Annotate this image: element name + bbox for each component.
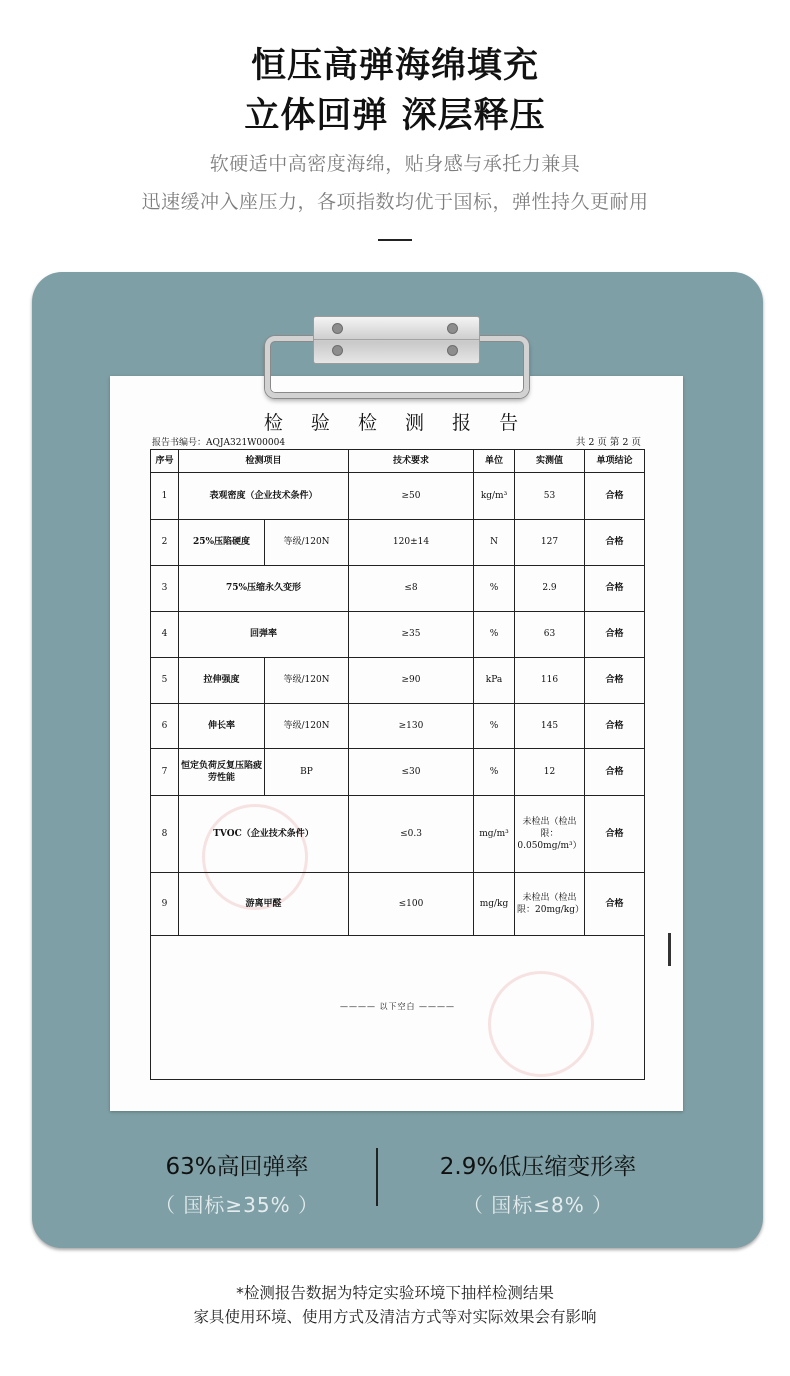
- subtitle-line-2: 迅速缓冲入座压力，各项指数均优于国标，弹性持久更耐用: [141, 191, 649, 213]
- result: 合格: [585, 612, 645, 658]
- test-item: 表观密度（企业技术条件）: [179, 473, 349, 520]
- table-row: [151, 873, 645, 936]
- stat-rebound-standard: （ 国标≥35% ）: [155, 1193, 319, 1217]
- measured-value: 12: [515, 749, 585, 796]
- requirement: ≤0.3: [349, 796, 474, 873]
- test-item-grade: 等级/120N: [265, 704, 349, 749]
- unit: mg/m³: [474, 796, 515, 873]
- paper-edge-mark: [668, 933, 671, 966]
- row-number: 6: [151, 704, 179, 749]
- row-number: 9: [151, 873, 179, 936]
- test-item: 回弹率: [179, 612, 349, 658]
- row-number: 3: [151, 566, 179, 612]
- table-row: [151, 796, 645, 873]
- unit: N: [474, 520, 515, 566]
- test-item: 拉伸强度: [179, 658, 265, 704]
- result: 合格: [585, 473, 645, 520]
- row-number: 4: [151, 612, 179, 658]
- table-header-row: [151, 450, 645, 473]
- stat-rebound: [112, 1148, 362, 1218]
- test-item: 恒定负荷反复压陷疲劳性能: [179, 749, 265, 796]
- result: 合格: [585, 566, 645, 612]
- requirement: ≤30: [349, 749, 474, 796]
- requirement: ≤8: [349, 566, 474, 612]
- result: 合格: [585, 796, 645, 873]
- column-header: 单项结论: [585, 450, 645, 473]
- unit: %: [474, 612, 515, 658]
- requirement: ≥130: [349, 704, 474, 749]
- column-header: 技术要求: [349, 450, 474, 473]
- requirement: ≥90: [349, 658, 474, 704]
- test-item: 75%压缩永久变形: [179, 566, 349, 612]
- measured-value: 未检出（检出限：20mg/kg）: [515, 873, 585, 936]
- row-number: 7: [151, 749, 179, 796]
- measured-value: 53: [515, 473, 585, 520]
- blank-below-marker: ———— 以下空白 ————: [339, 1002, 456, 1012]
- unit: kPa: [474, 658, 515, 704]
- requirement: ≥50: [349, 473, 474, 520]
- footnote-line-1: *检测报告数据为特定实验环境下抽样检测结果: [236, 1284, 554, 1302]
- unit: %: [474, 566, 515, 612]
- test-item: 伸长率: [179, 704, 265, 749]
- report-table: [150, 449, 645, 1080]
- table-row: [151, 520, 645, 566]
- unit: kg/m³: [474, 473, 515, 520]
- table-row: [151, 704, 645, 749]
- requirement: 120±14: [349, 520, 474, 566]
- requirement: ≤100: [349, 873, 474, 936]
- test-item-grade: 等级/120N: [265, 520, 349, 566]
- column-header: 单位: [474, 450, 515, 473]
- stat-compression-value: 2.9%低压缩变形率: [439, 1154, 637, 1180]
- requirement: ≥35: [349, 612, 474, 658]
- table-row: [151, 612, 645, 658]
- report-title: 检 验 检 测 报 告: [263, 412, 530, 434]
- result: 合格: [585, 873, 645, 936]
- result: 合格: [585, 520, 645, 566]
- test-item: 25%压陷硬度: [179, 520, 265, 566]
- report-paper: [110, 376, 683, 1111]
- table-row: [151, 473, 645, 520]
- row-number: 5: [151, 658, 179, 704]
- measured-value: 127: [515, 520, 585, 566]
- unit: %: [474, 704, 515, 749]
- measured-value: 2.9: [515, 566, 585, 612]
- column-header: 实测值: [515, 450, 585, 473]
- test-item: 游离甲醛: [179, 873, 349, 936]
- table-row: [151, 658, 645, 704]
- table-row: [151, 749, 645, 796]
- stat-compression: [413, 1148, 663, 1218]
- row-number: 1: [151, 473, 179, 520]
- unit: mg/kg: [474, 873, 515, 936]
- measured-value: 116: [515, 658, 585, 704]
- measured-value: 未检出（检出限：0.050mg/m³）: [515, 796, 585, 873]
- result: 合格: [585, 749, 645, 796]
- report-page-count: 共 2 页 第 2 页: [575, 437, 641, 448]
- title-divider: [378, 239, 412, 241]
- headline-line-1: 恒压高弹海绵填充: [250, 46, 539, 86]
- measured-value: 145: [515, 704, 585, 749]
- unit: %: [474, 749, 515, 796]
- table-row: [151, 566, 645, 612]
- result: 合格: [585, 704, 645, 749]
- column-header: 序号: [151, 450, 179, 473]
- stats-divider: [376, 1148, 378, 1206]
- clipboard-clip-icon: [313, 316, 480, 364]
- headline-line-2: 立体回弹 深层释压: [244, 96, 546, 136]
- test-item-grade: BP: [265, 749, 349, 796]
- stat-rebound-value: 63%高回弹率: [165, 1154, 309, 1180]
- stat-compression-standard: （ 国标≤8% ）: [462, 1193, 614, 1217]
- table-tail-row: [151, 936, 645, 1080]
- row-number: 8: [151, 796, 179, 873]
- footnote-line-2: 家具使用环境、使用方式及清洁方式等对实际效果会有影响: [193, 1308, 597, 1326]
- test-item-grade: 等级/120N: [265, 658, 349, 704]
- subtitle-line-1: 软硬适中高密度海绵，贴身感与承托力兼具: [209, 153, 581, 175]
- column-header: 检测项目: [179, 450, 349, 473]
- row-number: 2: [151, 520, 179, 566]
- test-item: TVOC（企业技术条件）: [179, 796, 349, 873]
- measured-value: 63: [515, 612, 585, 658]
- result: 合格: [585, 658, 645, 704]
- report-number: 报告书编号：AQJA321W00004: [152, 438, 286, 448]
